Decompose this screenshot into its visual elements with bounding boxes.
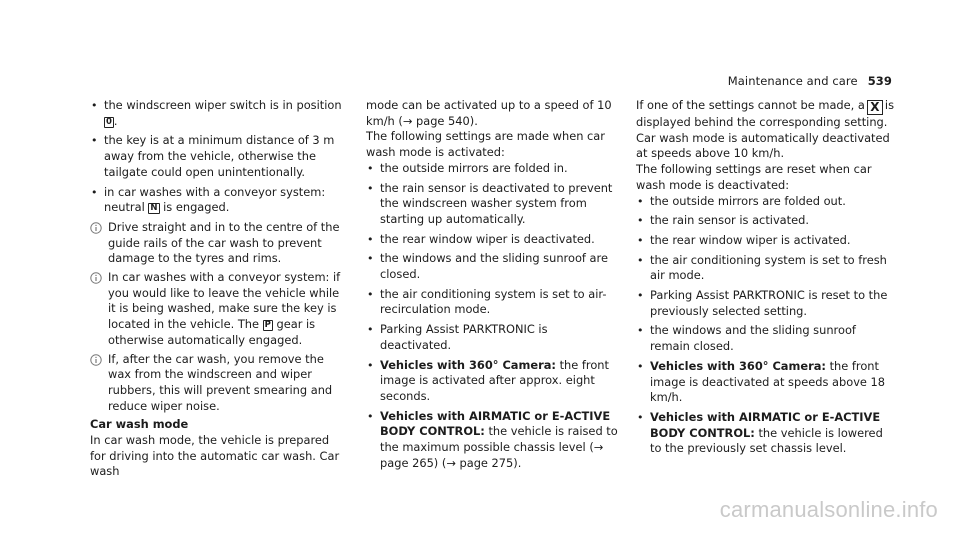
list-item: • the air conditioning system is set to air-recirculation mode. (366, 287, 620, 318)
column-2 (366, 98, 620, 475)
list-item: • the rear window wiper is deactivated. (366, 232, 620, 248)
list-item: • the air conditioning system is set to fresh air mode. (636, 253, 894, 284)
list-item: • Vehicles with AIRMATIC or E-ACTIVE BODY CONTROL: the vehicle is raised to the maximum possible chassis level (→ page 265) (→ page 275). (366, 409, 620, 472)
bullet-list (636, 194, 894, 458)
column-1 (90, 98, 348, 480)
list-item: • the rain sensor is deactivated to prevent the windscreen washer system from starting up automatically. (366, 181, 620, 228)
note: If, after the car wash, you remove the wax from the windscreen and wiper rubbers, this will prevent smearing and reduce wiper noise. (90, 352, 348, 415)
list-item: • the outside mirrors are folded in. (366, 161, 620, 177)
note: In car washes with a conveyor system: if you would like to leave the vehicle while it is being washed, make sure the key is located in the vehicle. The P gear is otherwise automatically engaged. (90, 270, 348, 349)
column-3 (636, 98, 894, 461)
info-icon (90, 222, 102, 234)
paragraph: The following settings are reset when car wash mode is deactivated: (636, 162, 872, 192)
list-item: • Vehicles with 360° Camera: the front image is activated after approx. eight seconds. (366, 358, 620, 405)
neutral-gear-symbol: N (150, 203, 158, 214)
section-title: Maintenance and care (727, 74, 858, 88)
paragraph: Car wash mode is automatically deactivated at speeds above 10 km/h. (636, 130, 890, 161)
section-heading: Car wash mode (90, 417, 189, 432)
list-item: • the outside mirrors are folded out. (636, 194, 894, 210)
info-icon (90, 354, 102, 366)
list-item: • in car washes with a conveyor system: neutral N is engaged. (90, 185, 348, 216)
paragraph: The following settings are made when car wash mode is activated: (366, 129, 605, 160)
paragraph: If one of the settings cannot be made, a X is displayed behind the corresponding setting. (636, 98, 895, 129)
list-item: • Vehicles with AIRMATIC or E-ACTIVE BODY CONTROL: the vehicle is lowered to the previously set chassis level. (636, 410, 894, 457)
bullet-list (90, 98, 348, 216)
page-header (728, 74, 892, 88)
list-item: • the rear window wiper is activated. (636, 233, 894, 249)
bullet-list (366, 161, 620, 472)
watermark: carmanualsonline.info (719, 497, 938, 522)
list-item: • the windscreen wiper switch is in position 0 . (90, 98, 348, 129)
x-symbol-icon: X (867, 100, 883, 115)
wiper-position-0-symbol: 0 (106, 116, 112, 127)
info-icon (90, 272, 102, 284)
list-item: • the windows and the sliding sunroof remain closed. (636, 323, 894, 354)
page-number: 539 (867, 74, 892, 88)
paragraph: mode can be activated up to a speed of 10 km/h (→ page 540). (366, 98, 612, 128)
paragraph: In car wash mode, the vehicle is prepared for driving into the automatic car wash. Car wash (90, 433, 340, 479)
park-gear-symbol: P (264, 320, 271, 331)
list-item: • the key is at a minimum distance of 3 m away from the vehicle, otherwise the tailgate could open unintentionally. (90, 133, 348, 180)
list-item: • Parking Assist PARKTRONIC is reset to the previously selected setting. (636, 288, 894, 319)
note: Drive straight and in to the centre of the guide rails of the car wash to prevent damage to the tyres and rims. (90, 220, 348, 267)
list-item: • Parking Assist PARKTRONIC is deactivated. (366, 322, 620, 353)
list-item: • the rain sensor is activated. (636, 213, 894, 229)
list-item: • the windows and the sliding sunroof are closed. (366, 251, 620, 282)
list-item: • Vehicles with 360° Camera: the front image is deactivated at speeds above 18 km/h. (636, 359, 894, 406)
